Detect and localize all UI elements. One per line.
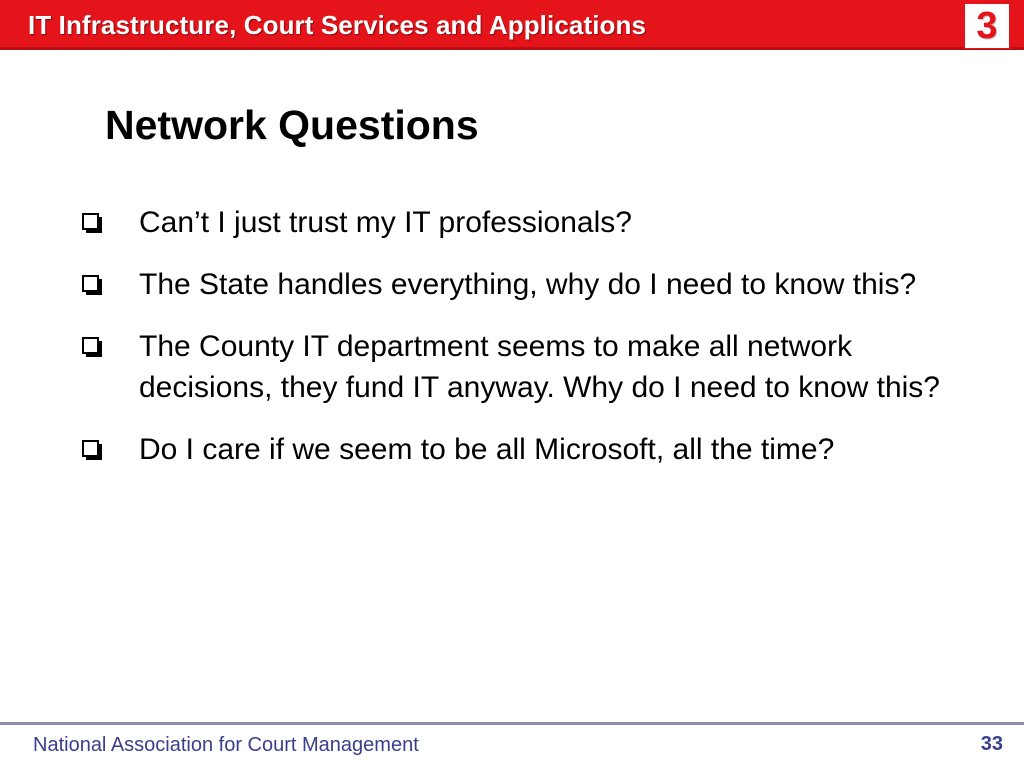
bullet-item <box>80 326 960 408</box>
footer-organization: National Association for Court Management <box>33 734 419 756</box>
slide-title: Network Questions <box>105 102 479 148</box>
bullet-item <box>80 202 960 243</box>
header-bar <box>0 0 1024 50</box>
bullet-item <box>80 429 960 470</box>
checkbox-square-icon <box>82 275 103 296</box>
bullet-text: Can’t I just trust my IT professionals? <box>139 206 632 239</box>
page-number: 33 <box>980 733 1003 755</box>
bullet-text: The State handles everything, why do I need to know this? <box>139 268 917 301</box>
bullet-text: The County IT department seems to make all network decisions, they fund IT anyway. Why do I need to know this? <box>139 330 940 404</box>
bullet-text: Do I care if we seem to be all Microsoft, all the time? <box>139 433 835 466</box>
bullet-item <box>80 264 960 305</box>
checkbox-square-icon <box>82 337 103 358</box>
header-title: IT Infrastructure, Court Services and Applications <box>28 10 647 40</box>
checkbox-square-icon <box>82 440 103 461</box>
checkbox-square-icon <box>82 213 103 234</box>
footer-divider <box>0 722 1024 725</box>
section-number-badge: 3 <box>964 3 1010 49</box>
bullet-list <box>80 202 960 491</box>
